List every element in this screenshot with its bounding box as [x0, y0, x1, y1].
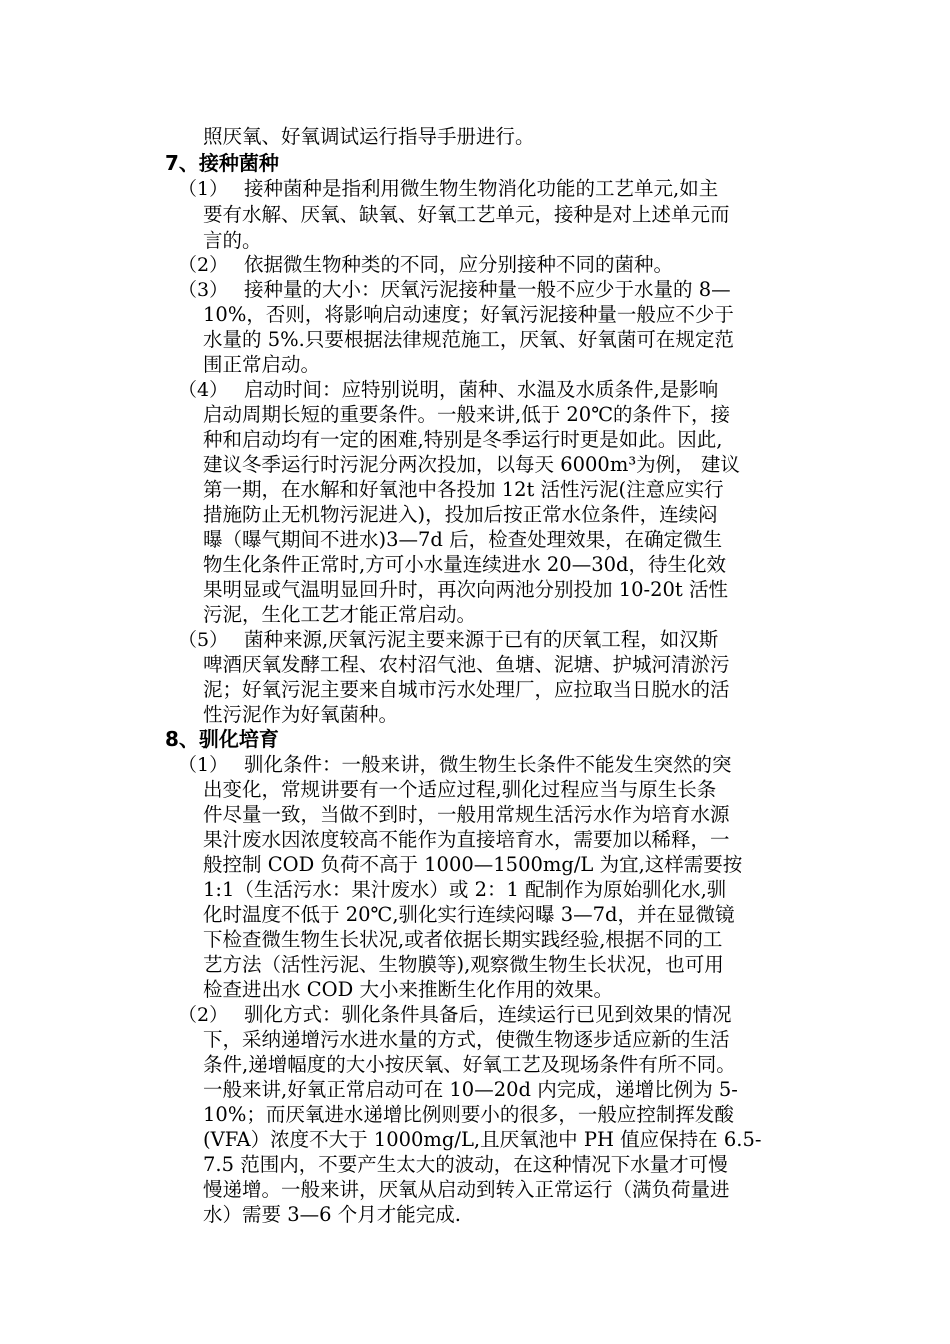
paragraph-line: 驯化条件：一般来讲，微生物生长条件不能发生突然的突	[244, 753, 732, 776]
paragraph-line: 下检查微生物生长状况,或者依据长期实践经验,根据不同的工	[203, 928, 723, 951]
paragraph-line: 言的。	[203, 229, 262, 252]
paragraph-line: 建议冬季运行时污泥分两次投加，以每天 6000m³为例， 建议	[203, 453, 740, 476]
paragraph-line: 果明显或气温明显回升时，再次向两池分别投加 10-20t 活性	[203, 578, 728, 601]
paragraph-line: 泥；好氧污泥主要来自城市污水处理厂，应拉取当日脱水的活	[203, 678, 730, 701]
paragraph-line: 接种量的大小：厌氧污泥接种量一般不应少于水量的 8—	[244, 278, 731, 301]
intro-line: 照厌氧、好氧调试运行指导手册进行。	[203, 125, 535, 148]
paragraph-line: 一般来讲,好氧正常启动可在 10—20d 内完成，递增比例为 5-	[203, 1078, 738, 1101]
section-8-heading: 8、驯化培育	[165, 727, 279, 751]
paragraph-line: 化时温度不低于 20℃,驯化实行连续闷曝 3—7d，并在显微镜	[203, 903, 735, 926]
paragraph-line: 啤酒厌氧发酵工程、农村沼气池、鱼塘、泥塘、护城河清淤污	[203, 653, 730, 676]
paragraph-line: 接种菌种是指利用微生物生物消化功能的工艺单元,如主	[244, 177, 719, 200]
item-number: （3）	[178, 279, 229, 301]
paragraph-line: 条件,递增幅度的大小按厌氧、好氧工艺及现场条件有所不同。	[203, 1053, 736, 1076]
paragraph-line: 水量的 5%.只要根据法律规范施工，厌氧、好氧菌可在规定范	[203, 328, 734, 351]
paragraph-line: 7.5 范围内，不要产生太大的波动，在这种情况下水量才可慢	[203, 1153, 728, 1176]
paragraph-line: 围正常启动。	[203, 353, 321, 376]
section-7-heading: 7、接种菌种	[165, 151, 279, 175]
paragraph-line: 果汁废水因浓度较高不能作为直接培育水，需要加以稀释，一	[203, 828, 730, 851]
item-number: （4）	[178, 379, 229, 401]
paragraph-line: 驯化方式：驯化条件具备后，连续运行已见到效果的情况	[244, 1003, 732, 1026]
paragraph-line: 慢递增。一般来讲，厌氧从启动到转入正常运行（满负荷量进	[203, 1178, 730, 1201]
paragraph-line: 性污泥作为好氧菌种。	[203, 703, 399, 726]
paragraph-line: 10%；而厌氧进水递增比例则要小的很多，一般应控制挥发酸	[203, 1103, 734, 1126]
paragraph-line: 1:1（生活污水：果汁废水）或 2：1 配制作为原始驯化水,驯	[203, 878, 727, 901]
paragraph-line: 污泥，生化工艺才能正常启动。	[203, 603, 477, 626]
paragraph-line: 第一期，在水解和好氧池中各投加 12t 活性污泥(注意应实行	[203, 478, 724, 501]
paragraph-line: 出变化，常规讲要有一个适应过程,驯化过程应当与原生长条	[203, 778, 717, 801]
paragraph-line: 菌种来源,厌氧污泥主要来源于已有的厌氧工程，如汉斯	[244, 628, 719, 651]
item-number: （2）	[178, 1004, 229, 1026]
paragraph-line: 件尽量一致，当做不到时，一般用常规生活污水作为培育水源	[203, 803, 730, 826]
paragraph-line: 启动周期长短的重要条件。一般来讲,低于 20℃的条件下，接	[203, 403, 731, 426]
paragraph-line: 依据微生物种类的不同，应分别接种不同的菌种。	[244, 253, 674, 276]
paragraph-line: 下，采纳递增污水进水量的方式，使微生物逐步适应新的生活	[203, 1028, 730, 1051]
paragraph-line: 要有水解、厌氧、缺氧、好氧工艺单元，接种是对上述单元而	[203, 203, 730, 226]
item-number: （1）	[178, 754, 229, 776]
paragraph-line: (VFA）浓度不大于 1000mg/L,且厌氧池中 PH 值应保持在 6.5-	[203, 1128, 762, 1151]
paragraph-line: 措施防止无机物污泥进入)，投加后按正常水位条件，连续闷	[203, 503, 718, 526]
paragraph-line: 启动时间：应特别说明，菌种、水温及水质条件,是影响	[244, 378, 719, 401]
item-number: （2）	[178, 254, 229, 276]
paragraph-line: 水）需要 3—6 个月才能完成.	[203, 1203, 461, 1226]
paragraph-line: 检查进出水 COD 大小来推断生化作用的效果。	[203, 978, 613, 1001]
paragraph-line: 般控制 COD 负荷不高于 1000—1500mg/L 为宜,这样需要按	[203, 853, 743, 876]
paragraph-line: 种和启动均有一定的困难,特别是冬季运行时更是如此。因此,	[203, 428, 723, 451]
paragraph-line: 10%，否则，将影响启动速度；好氧污泥接种量一般应不少于	[203, 303, 734, 326]
item-number: （5）	[178, 629, 229, 651]
paragraph-line: 艺方法（活性污泥、生物膜等),观察微生物生长状况，也可用	[203, 953, 724, 976]
paragraph-line: 曝（曝气期间不进水)3—7d 后，检查处理效果，在确定微生	[203, 528, 723, 551]
item-number: （1）	[178, 178, 229, 200]
paragraph-line: 物生化条件正常时,方可小水量连续进水 20—30d，待生化效	[203, 553, 727, 576]
